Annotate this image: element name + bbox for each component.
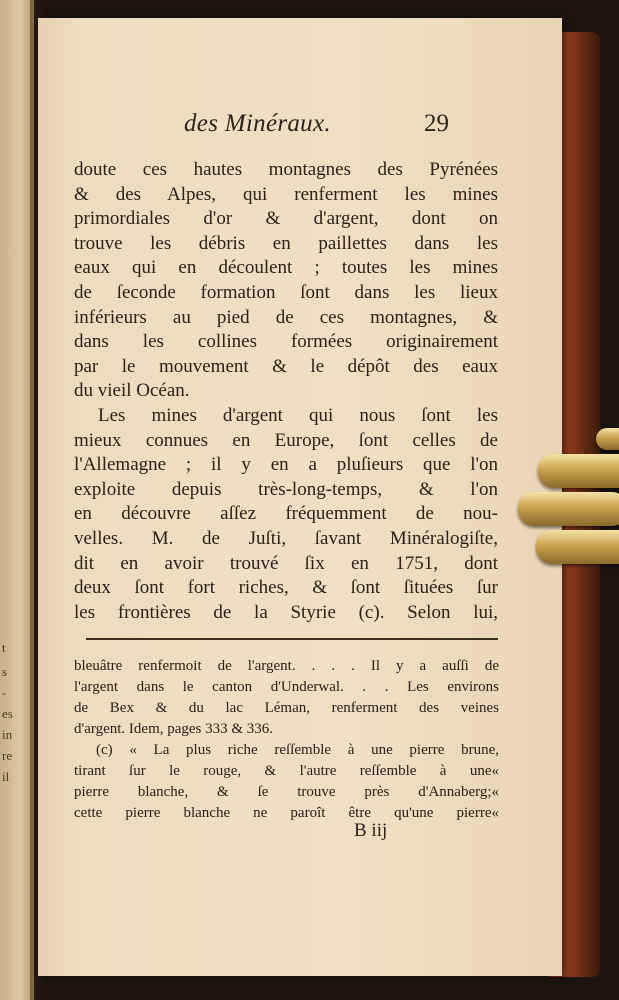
- text-line: les frontières de la Styrie (c). Selon lui,: [74, 601, 498, 623]
- page-number: 29: [424, 110, 449, 137]
- text-line: inférieurs au pied de ces montagnes, &: [74, 306, 498, 328]
- text-line: velles. M. de Juſti, ſavant Minéralogiſte,: [74, 527, 498, 549]
- footnote-line: cette pierre blanche ne paroît être qu'une pierre«: [74, 805, 499, 821]
- facing-page-fragment: es: [2, 706, 13, 721]
- brass-clasp: [518, 428, 619, 568]
- facing-page-fragment: s: [2, 664, 8, 679]
- text-line: doute ces hautes montagnes des Pyrénées: [74, 159, 498, 180]
- text-line: Les mines d'argent qui nous ſont les: [98, 404, 498, 426]
- text-line: mieux connues en Europe, ſont celles de: [74, 429, 498, 451]
- facing-page-fragment: in: [2, 727, 13, 742]
- footnote-line: (c) « La plus riche reſſemble à une pierre brune,: [96, 742, 499, 758]
- text-line: exploite depuis très-long-temps, & l'on: [74, 478, 498, 500]
- footnote-line: l'argent dans le canton d'Underwal. . . Les environs: [74, 679, 499, 695]
- facing-page-fragment: il: [2, 769, 10, 784]
- page-header: [38, 110, 508, 146]
- text-line: dit en avoir trouvé ſix en 1751, dont: [74, 552, 498, 574]
- footnote-line: bleuâtre renfermoit de l'argent. . . . Il y a auſſi de: [74, 658, 499, 674]
- text-line: trouve les débris en paillettes dans les: [74, 232, 498, 254]
- footnote-line: pierre blanche, & ſe trouve près d'Annaberg;«: [74, 784, 499, 800]
- footnotes: [74, 656, 499, 824]
- footnote-line: de Bex & du lac Léman, renferment des veines: [74, 700, 499, 716]
- signature-mark: B iij: [354, 820, 388, 841]
- clasp-bar: [596, 428, 619, 450]
- text-line: l'Allemagne ; il y en a pluſieurs que l'on: [74, 454, 498, 476]
- footnote-line: tirant ſur le rouge, & l'autre reſſemble à une«: [74, 763, 499, 779]
- text-line: par le mouvement & le dépôt des eaux: [74, 355, 498, 377]
- text-line: & des Alpes, qui renferment les mines: [74, 183, 498, 205]
- book-page: [38, 18, 562, 976]
- text-line: du vieil Océan.: [74, 380, 190, 402]
- facing-page-edge: [0, 0, 34, 1000]
- clasp-bar: [518, 492, 619, 526]
- text-line: deux ſont fort riches, & ſont ſituées ſur: [74, 577, 498, 599]
- text-line: primordiales d'or & d'argent, dont on: [74, 208, 498, 230]
- footnote-rule: [86, 638, 498, 640]
- facing-page-fragment: -: [2, 685, 7, 700]
- main-text: [74, 158, 498, 625]
- text-line: eaux qui en découlent ; toutes les mines: [74, 257, 498, 279]
- clasp-bar: [538, 454, 619, 488]
- facing-page-fragment: t: [2, 640, 6, 655]
- facing-page-fragment: re: [2, 748, 13, 763]
- text-line: en découvre aſſez fréquemment de nou-: [74, 503, 498, 525]
- text-line: de ſeconde formation ſont dans les lieux: [74, 281, 498, 303]
- footnote-line: d'argent. Idem, pages 333 & 336.: [74, 721, 274, 737]
- running-head: des Minéraux.: [184, 110, 331, 137]
- text-line: dans les collines formées originairement: [74, 331, 498, 353]
- clasp-bar: [536, 530, 619, 564]
